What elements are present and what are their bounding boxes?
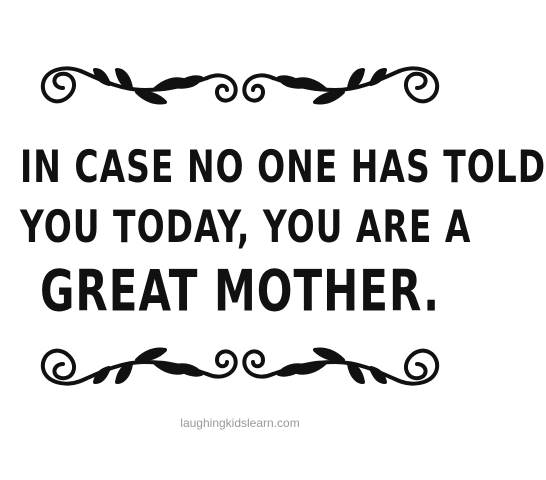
top-flourish-ornament xyxy=(35,56,445,112)
quote-line-3: GREAT MOTHER. xyxy=(39,258,441,325)
bottom-flourish-ornament xyxy=(35,340,445,396)
quote-line-2: YOU TODAY, YOU ARE A xyxy=(20,200,472,253)
source-website-credit: laughingkidslearn.com xyxy=(180,416,300,430)
quote-line-1: IN CASE NO ONE HAS TOLD xyxy=(20,140,546,193)
